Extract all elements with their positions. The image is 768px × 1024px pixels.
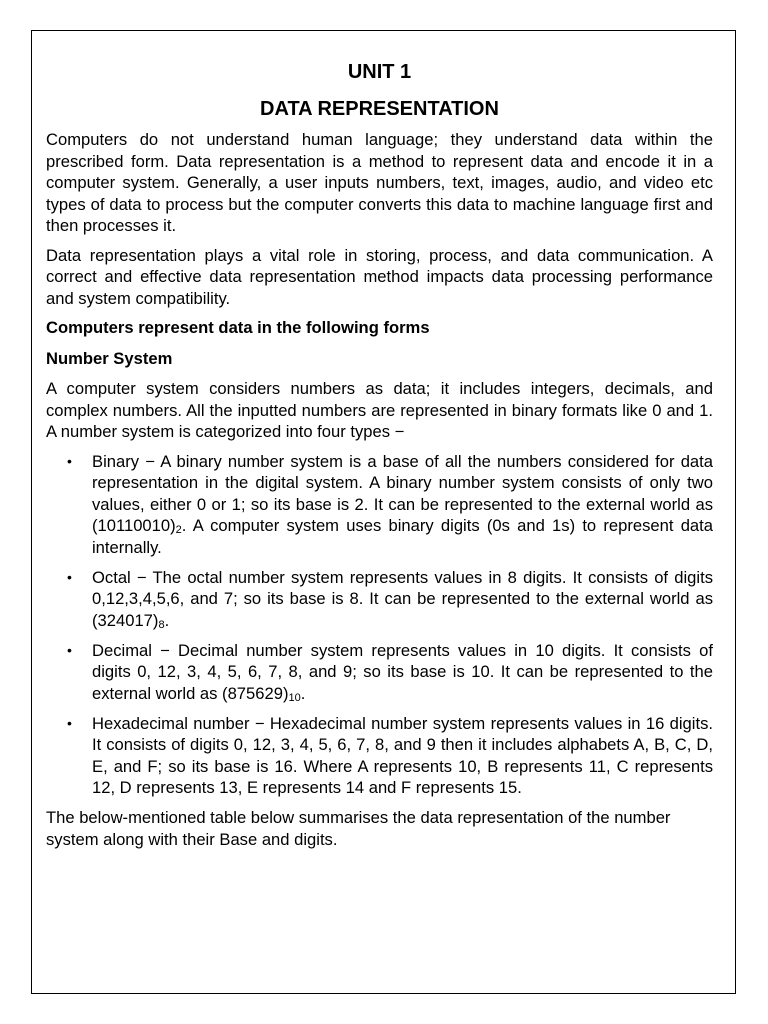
octal-text: Octal − The octal number system represents values in 8 digits. It consists of digits 0,12,3,4,5,6, and 7; so its base is 8. It can be represented to the external world as (324017) [92, 567, 713, 630]
binary-subscript: 2 [175, 524, 182, 536]
number-system-heading: Number System [46, 348, 173, 368]
forms-heading: Computers represent data in the following forms [46, 318, 430, 337]
page-title: DATA REPRESENTATION [260, 98, 499, 120]
document-body [46, 60, 713, 858]
bullet-icon: • [67, 452, 72, 469]
intro-paragraph-2: Data representation plays a vital role in storing, process, and data communication. A correct and effective data representation method impacts data processing performance and system compatibility. [46, 245, 713, 308]
binary-text: Binary − A binary number system is a base of all the numbers considered for data representation in the digital system. A binary number system consists of only two values, either 0 or 1; so its base is 2. It can be represented to the external world as (10110010) [92, 451, 713, 535]
list-item-decimal [46, 640, 713, 705]
intro-paragraph-1: Computers do not understand human language; they understand data within the prescribed form. Data representation is a method to represent data and encode it in a computer system. Generally, a user inputs numbers, text, images, audio, and video etc types of data to process but the computer converts this data to machine language first and then processes it. [46, 130, 713, 235]
list-item-hexadecimal [46, 713, 713, 799]
list-item-binary [46, 451, 713, 559]
hexadecimal-text: Hexadecimal number − Hexadecimal number system represents values in 16 digits. It consists of digits 0, 12, 3, 4, 5, 6, 7, 8, and 9 then it includes alphabets A, B, C, D, E, and F; so its base is 16. Where A represents 10, B represents 11, C represents 12, D represents 13, E represents 14 and F represents 15. [92, 713, 713, 797]
bullet-icon: • [67, 714, 72, 731]
number-types-list [46, 451, 713, 799]
bullet-icon: • [67, 568, 72, 585]
decimal-subscript: 10 [288, 691, 301, 704]
decimal-text-end: . [300, 683, 306, 703]
closing-paragraph: The below-mentioned table below summarises the data representation of the number system along with their Base and digits. [46, 808, 671, 849]
octal-subscript: 8 [158, 618, 165, 631]
list-item-octal [46, 567, 713, 632]
octal-text-end: . [164, 610, 170, 630]
bullet-icon: • [67, 641, 72, 658]
unit-title: UNIT 1 [347, 61, 412, 83]
binary-text-end: . A computer system uses binary digits (0s and 1s) to represent data internally. [92, 516, 713, 557]
decimal-text: Decimal − Decimal number system represents values in 10 digits. It consists of digits 0, 12, 3, 4, 5, 6, 7, 8, and 9; so its base is 10. It can be represented to the external world as (875629) [92, 640, 713, 703]
number-system-paragraph: A computer system considers numbers as data; it includes integers, decimals, and complex numbers. All the inputted numbers are represented in binary formats like 0 and 1. A number system is categorized into four types − [46, 379, 713, 441]
